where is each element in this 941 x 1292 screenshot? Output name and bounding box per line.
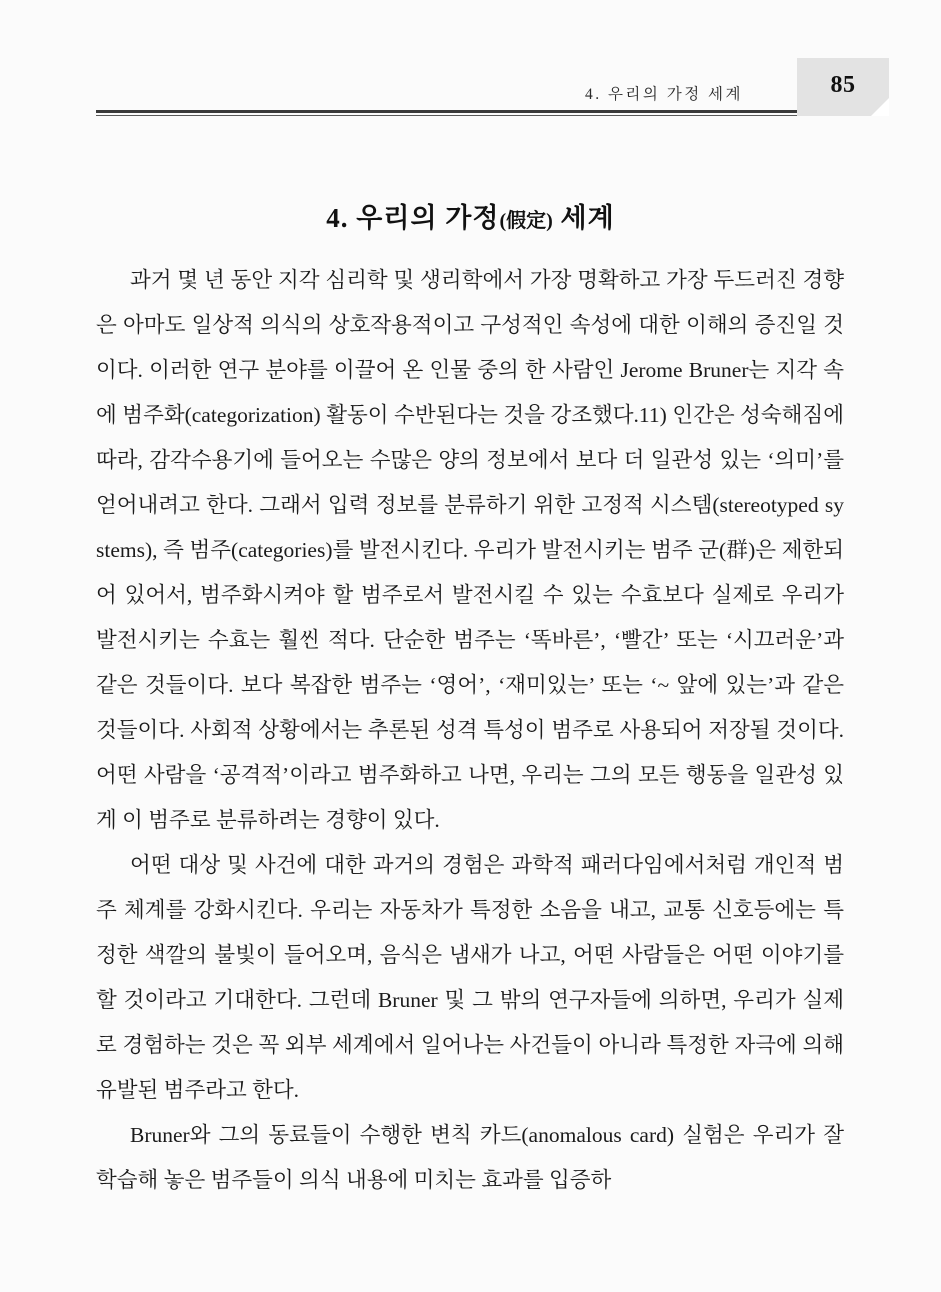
header-rule-thick — [96, 110, 797, 113]
page-number-badge — [797, 58, 889, 116]
chapter-title — [0, 196, 941, 235]
chapter-title-main: 4. 우리의 가정 — [326, 203, 500, 234]
body-text — [96, 258, 844, 1203]
paragraph-2: 어떤 대상 및 사건에 대한 과거의 경험은 과학적 패러다임에서처럼 개인적 범주 체계를 강화시킨다. 우리는 자동차가 특정한 소음을 내고, 교통 신호등에는 특정한 색깔의 불빛이 들어오며, 음식은 냄새가 나고, 어떤 사람들은 어떤 이야기를 할 것이라고 기대한다. 그런데 Bruner 및 그 밖의 연구자들에 의하면, 우리가 실제로 경험하는 것은 꼭 외부 세계에서 일어나는 사건들이 아니라 특정한 자극에 의해 유발된 범주라고 한다. — [96, 853, 844, 1102]
chapter-title-hanja: (假定) — [499, 210, 553, 233]
page-header — [96, 71, 889, 128]
header-rule-thin — [96, 115, 797, 116]
running-head-title: 4. 우리의 가정 세계 — [584, 86, 743, 103]
page-number: 85 — [830, 71, 856, 98]
paragraph-1: 과거 몇 년 동안 지각 심리학 및 생리학에서 가장 명확하고 가장 두드러진 경향은 아마도 일상적 의식의 상호작용적이고 구성적인 속성에 대한 이해의 증진일 것이다. 이러한 연구 분야를 이끌어 온 인물 중의 한 사람인 Jerome Bruner는 지각 속에 범주화(categorization) 활동이 수반된다는 것을 강조했다.11) 인간은 성숙해짐에 따라, 감각수용기에 들어오는 수많은 양의 정보에서 보다 더 일관성 있는 ‘의미’를 얻어내려고 한다. 그래서 입력 정보를 분류하기 위한 고정적 시스템(stereotyped systems), 즉 범주(categories)를 발전시킨다. 우리가 발전시키는 범주 군(群)은 제한되어 있어서, 범주화시켜야 할 범주로서 발전시킬 수 있는 수효보다 실제로 우리가 발전시키는 수효는 훨씬 적다. 단순한 범주는 ‘똑바른’, ‘빨간’ 또는 ‘시끄러운’과 같은 것들이다. 보다 복잡한 범주는 ‘영어’, ‘재미있는’ 또는 ‘~ 앞에 있는’과 같은 것들이다. 사회적 상황에서는 추론된 성격 특성이 범주로 사용되어 저장될 것이다. 어떤 사람을 ‘공격적’이라고 범주화하고 나면, 우리는 그의 모든 행동을 일관성 있게 이 범주로 분류하려는 경향이 있다. — [96, 268, 844, 832]
chapter-title-tail: 세계 — [552, 203, 615, 234]
paragraph-3: Bruner와 그의 동료들이 수행한 변칙 카드(anomalous card) 실험은 우리가 잘 학습해 놓은 범주들이 의식 내용에 미치는 효과를 입증하 — [96, 1123, 844, 1192]
